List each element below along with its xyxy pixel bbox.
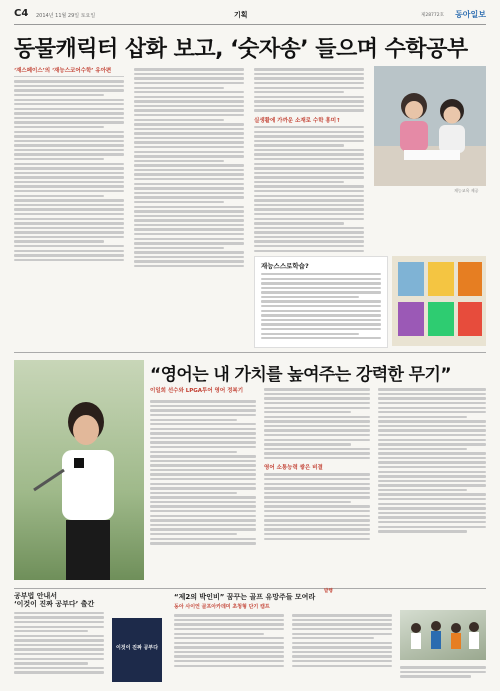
article1-col3 xyxy=(254,66,364,254)
article1-col1 xyxy=(14,78,124,263)
article2-subhead: 영어 소통능력 쌓은 비결 xyxy=(264,465,323,472)
divider-1 xyxy=(14,352,486,353)
golf-camp-col3 xyxy=(400,664,486,680)
sidebar-title: 재능스스로학습? xyxy=(261,262,309,270)
book-article xyxy=(14,592,164,686)
article1-col2 xyxy=(134,66,244,270)
textbook-image xyxy=(392,256,486,346)
textbook-icon xyxy=(392,256,486,346)
article2-body xyxy=(150,386,486,586)
article2-kicker: 이일희 선수와 LPGA투어 영어 정복기 xyxy=(150,388,244,394)
article2-headline: “영어는 내 가치를 높여주는 강력한 무기” xyxy=(150,365,451,385)
photo-caption: 재능교육 제공 xyxy=(454,188,479,193)
page-date: 2014년 11월 29일 토요일 xyxy=(36,13,96,19)
page-header xyxy=(14,8,486,25)
golfer-icon xyxy=(14,360,144,580)
golf-camp-photo xyxy=(400,610,486,660)
divider-2 xyxy=(14,588,486,589)
section-label: 기획 xyxy=(234,11,248,19)
article1-sidebar-box xyxy=(254,256,388,348)
article2-section-tag: 발행 xyxy=(324,589,333,594)
golf-camp-subtitle: 동아 사이언 골프아카데미 초청형 단기 캠프 xyxy=(174,604,270,610)
article1-body xyxy=(14,66,486,350)
golf-camp-col2 xyxy=(292,612,392,669)
golf-camp-article xyxy=(174,589,486,686)
children-photo-icon xyxy=(374,66,486,186)
brand-issue: 제28772호 xyxy=(420,13,444,18)
article1-kicker: ‘재스페이스’의 ‘재능스코어수학’ 유아편 xyxy=(14,66,124,77)
group-photo-icon xyxy=(400,610,486,660)
article2-col3 xyxy=(378,386,486,535)
book-article-title: 공부법 안내서 ‘이것이 진짜 공부다’ 출간 xyxy=(14,592,95,609)
page-number: C4 xyxy=(14,8,29,19)
golf-camp-col1 xyxy=(174,612,284,669)
golfer-photo xyxy=(14,360,144,580)
article1-headline: 동물캐릭터 삽화 보고, ‘숫자송’ 들으며 수학공부 xyxy=(14,37,468,62)
golf-camp-title: “제2의 박인비” 꿈꾸는 골프 유망주들 모여라 xyxy=(174,593,316,601)
book-cover xyxy=(112,618,162,682)
book-cover-title: 이것이 진짜 공부다 xyxy=(115,645,159,651)
article1-box-heading: 실생활에 가까운 소재로 수학 흥미↑ xyxy=(254,117,341,124)
brand-logo: 동아일보 xyxy=(455,10,486,19)
article2-col2 xyxy=(264,386,370,542)
article2-col1 xyxy=(150,398,256,547)
article1-photo xyxy=(374,66,486,186)
